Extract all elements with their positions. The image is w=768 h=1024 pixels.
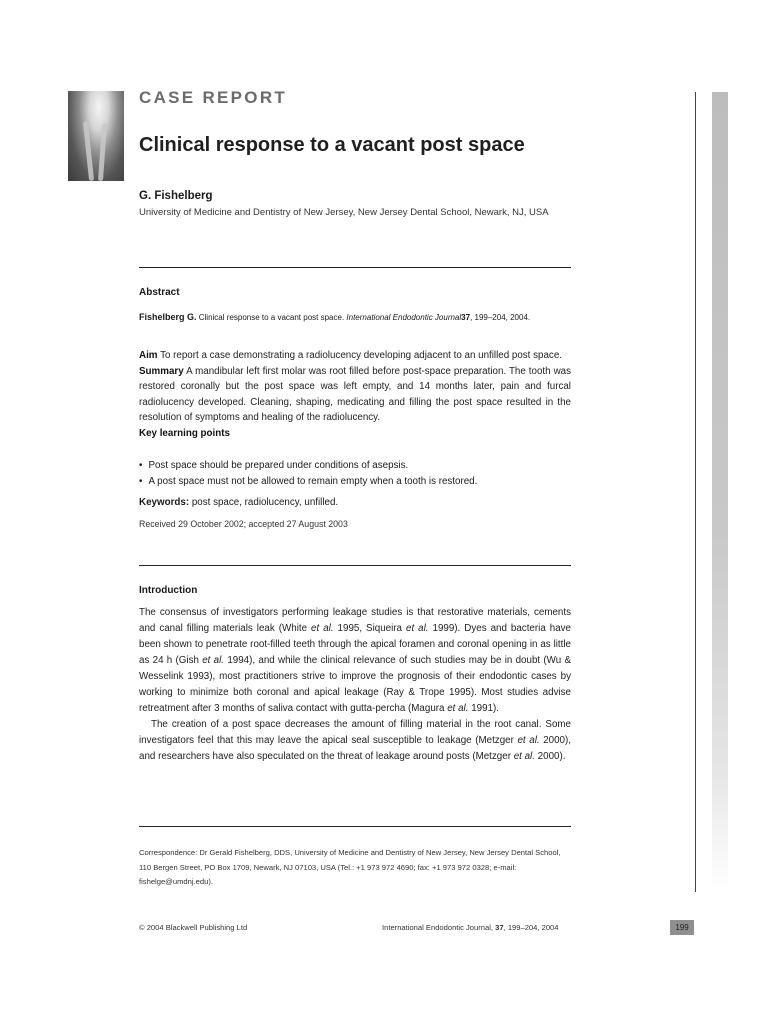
divider: [139, 267, 571, 268]
page-number: 199: [670, 920, 694, 935]
learning-points: [139, 458, 571, 489]
citation-author: Fishelberg G.: [139, 312, 197, 322]
copyright: © 2004 Blackwell Publishing Ltd: [139, 923, 248, 932]
citation-title: Clinical response to a vacant post space.: [198, 313, 345, 322]
received-dates: Received 29 October 2002; accepted 27 August 2003: [139, 519, 348, 529]
footer-journal: International Endodontic Journal, 37, 199–204, 2004: [382, 923, 559, 932]
radiograph-thumbnail: [68, 91, 124, 181]
divider: [139, 826, 571, 827]
section-label: CASE REPORT: [139, 88, 288, 107]
learning-heading: Key learning points: [139, 427, 230, 439]
correspondence: Correspondence: Dr Gerald Fishelberg, DDS, University of Medicine and Dentistry of New Jersey, New Jersey Dental School, 110 Bergen Street, PO Box 1709, Newark, NJ 07103, USA (Tel.: +1 973 972 4690; fax: +1 973 972 0328; e-mail: fishelge@umdnj.edu).: [139, 848, 561, 886]
paragraph: The consensus of investigators performing leakage studies is that restorative materials, cements and canal filling materials leak (White et al. 1995, Siqueira et al. 1999). Dyes and bacteria have been shown to penetrate root-filled teeth through the apical foramen and coronal opening in as little as 24 h (Gish et al. 1994), and while the clinical relevance of such studies may be in doubt (Wu & Wesselink 1993), most practitioners strive to improve the prognosis of their endodontic cases by working to minimize both coronal and apical leakage (Ray & Trope 1995). Most studies advise retreatment after 3 months of saliva contact with gutta-percha (Magura et al. 1991).: [139, 607, 571, 714]
introduction-heading: Introduction: [139, 585, 198, 596]
introduction-body: [139, 605, 571, 765]
summary-text: A mandibular left first molar was root filled before post-space preparation. The tooth was restored coronally but the post space was left empty, and 14 months later, pain and furcal radiolucency developed. Cleaning, shaping, medicating and filling the post space resulted in the resolution of symptoms and healing of the radiolucency.: [139, 365, 571, 424]
margin-rule: [695, 92, 696, 892]
list-item: • A post space must not be allowed to remain empty when a tooth is restored.: [139, 474, 571, 490]
author-affiliation: University of Medicine and Dentistry of New Jersey, New Jersey Dental School, Newark, NJ, USA: [139, 207, 549, 218]
abstract-heading: Abstract: [139, 287, 180, 298]
summary-label: Summary: [139, 365, 184, 377]
aim-text: To report a case demonstrating a radiolucency developing adjacent to an unfilled post space.: [160, 350, 562, 361]
citation-journal: International Endodontic Journal: [346, 313, 462, 322]
paragraph: The creation of a post space decreases the amount of filling material in the root canal. Some investigators feel that this may leave the apical seal susceptible to leakage (Metzger et al. 2000), and researchers have also speculated on the threat of leakage around posts (Metzger et al. 2000).: [139, 719, 571, 762]
list-item: • Post space should be prepared under conditions of asepsis.: [139, 458, 571, 474]
author-name: G. Fishelberg: [139, 190, 213, 202]
divider: [139, 565, 571, 566]
keywords-label: Keywords:: [139, 497, 190, 508]
page-edge-bar: [712, 92, 728, 892]
keywords: [139, 497, 338, 508]
article-title: Clinical response to a vacant post space: [139, 134, 525, 156]
citation-pages: , 199–204, 2004.: [470, 313, 531, 322]
citation-volume: 37: [461, 313, 471, 322]
abstract-body: [139, 348, 571, 442]
aim-label: Aim: [139, 350, 158, 361]
citation: [139, 310, 571, 325]
keywords-text: post space, radiolucency, unfilled.: [191, 497, 339, 508]
